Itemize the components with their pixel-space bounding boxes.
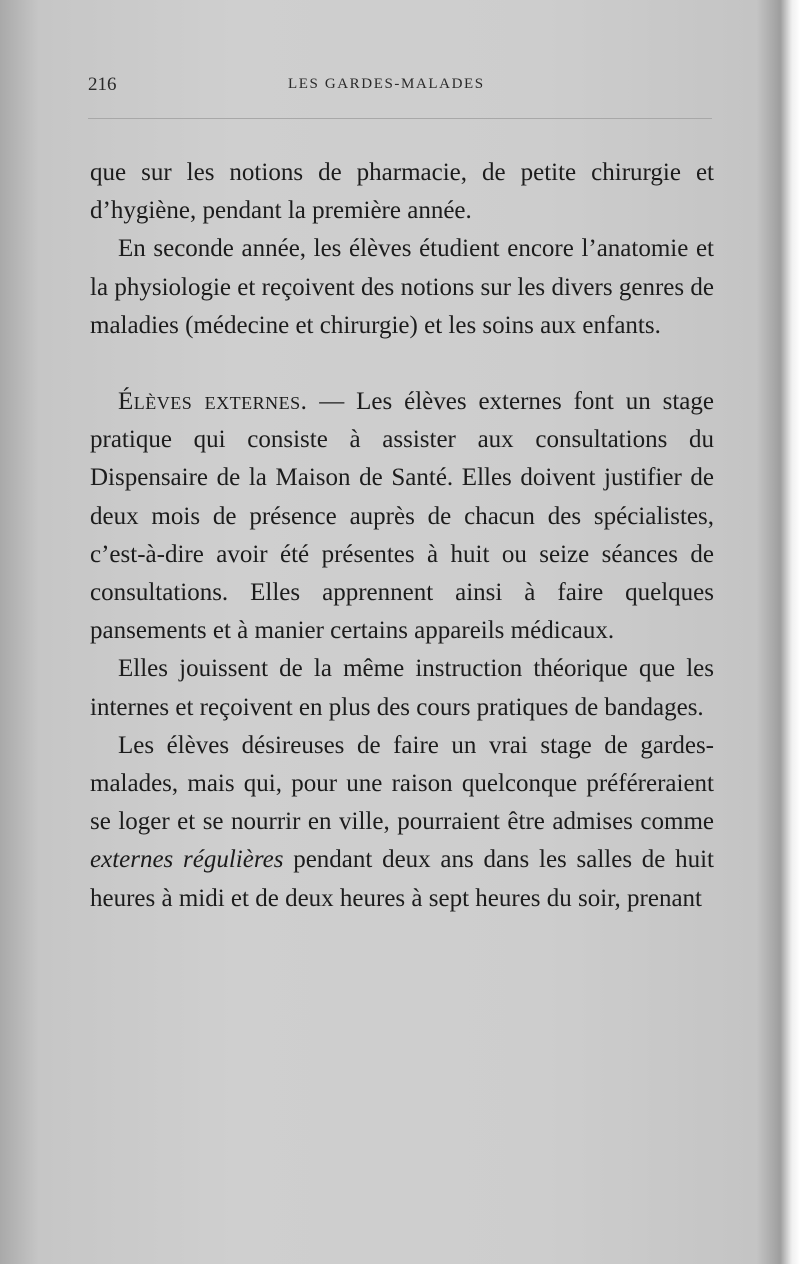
paragraph-5 [90,727,714,918]
paragraph-5-end: pendant deux ans dans les salles de huit heures à midi et de deux heures à sept heures du soir, prenant [90,846,715,912]
paragraph-3-body: — Les élèves externes font un stage pratique qui consiste à assister aux consultations du Dispensaire de la Maison de Santé. Elles doivent justifier de deux mois de présence auprès de chacun des spécialistes, c’est-à-dire avoir été présentes à huit ou seize séances de consultations. Elles apprennent ainsi à faire quelques pansements et à manier certains appareils médicaux. [90,388,714,645]
page-edge [780,0,800,1264]
section-heading: Élèves externes. [118,388,308,416]
page-number: 216 [88,74,117,95]
page-header [88,74,712,100]
paragraph-5-start: Les élèves désireuses de faire un vrai stage de gardes-malades, mais qui, pour une raison quelconque préféreraient se loger et se nourrir en ville, pourraient être admises comme [90,731,714,836]
body-text [90,154,714,918]
italic-term: externes régulières [90,846,284,874]
running-head: LES GARDES-MALADES [288,76,485,92]
paragraph-1: que sur les notions de pharmacie, de petite chirurgie et d’hygiène, pendant la première année. [90,159,714,225]
header-rule [88,118,712,119]
paragraph-3 [90,383,714,650]
paragraph-4: Elles jouissent de la même instruction théorique que les internes et reçoivent en plus des cours pratiques de bandages. [90,655,714,721]
paragraph-2: En seconde année, les élèves étudient encore l’anatomie et la physiologie et reçoivent des notions sur les divers genres de maladies (médecine et chirurgie) et les soins aux enfants. [90,235,714,339]
